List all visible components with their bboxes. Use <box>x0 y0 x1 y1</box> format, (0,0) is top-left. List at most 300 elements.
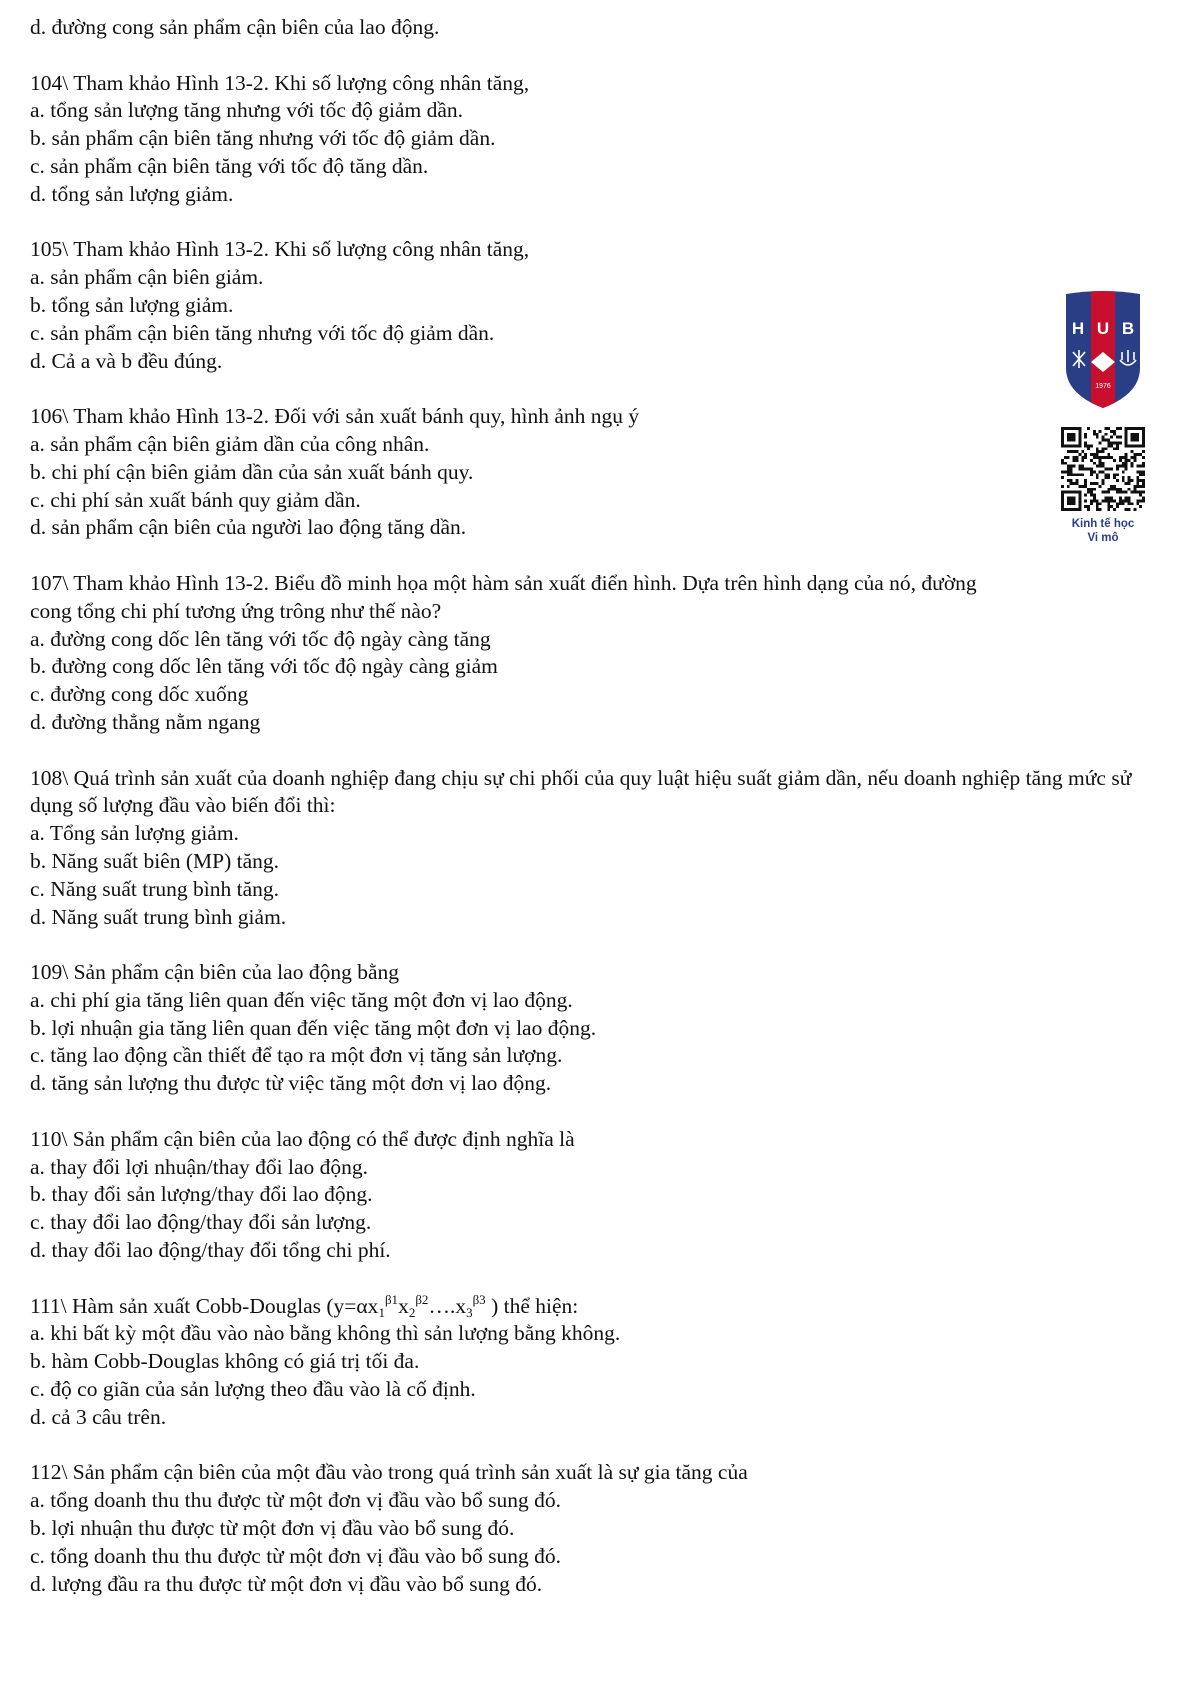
qr-module <box>1119 502 1122 505</box>
qr-module <box>1133 453 1136 456</box>
qr-module <box>1139 491 1142 494</box>
qr-module <box>1139 470 1142 473</box>
qr-module <box>1081 459 1084 462</box>
qr-module <box>1102 436 1105 439</box>
option-d: d. lượng đầu ra thu được từ một đơn vị đầu vào bổ sung đó. <box>30 1571 543 1596</box>
qr-module <box>1096 505 1099 508</box>
qr-module <box>1128 497 1131 500</box>
qr-module <box>1073 482 1076 485</box>
option-d: d. sản phẩm cận biên của người lao động tăng dần. <box>30 515 467 540</box>
qr-module <box>1133 456 1136 459</box>
qr-module <box>1128 479 1131 482</box>
qr-module <box>1090 499 1093 502</box>
intro-line: d. đường cong sản phẩm cận biên của lao động. <box>30 15 440 39</box>
qr-module <box>1142 479 1145 482</box>
qr-module <box>1096 447 1099 450</box>
qr-module <box>1110 441 1113 444</box>
qr-module <box>1078 465 1081 468</box>
qr-module <box>1104 447 1107 450</box>
qr-module <box>1139 499 1142 502</box>
option-c: c. sản phẩm cận biên tăng nhưng với tốc độ giảm dần. <box>30 320 495 345</box>
qr-module <box>1142 497 1145 500</box>
option-c: c. sản phẩm cận biên tăng với tốc độ tăng dần. <box>30 153 429 178</box>
qr-module <box>1084 482 1087 485</box>
qr-module <box>1119 427 1122 430</box>
qr-module <box>1102 439 1105 442</box>
qr-module <box>1096 508 1099 511</box>
option-c: c. độ co giãn của sản lượng theo đầu vào là cố định. <box>30 1377 476 1402</box>
qr-module <box>1107 505 1110 508</box>
qr-module <box>1096 499 1099 502</box>
qr-module <box>1073 450 1076 453</box>
qr-module <box>1131 462 1134 465</box>
option-a: a. chi phí gia tăng liên quan đến việc tăng một đơn vị lao động. <box>30 987 573 1012</box>
q111-sub1: 1 <box>378 1304 385 1320</box>
qr-module <box>1099 430 1102 433</box>
qr-module <box>1131 465 1134 468</box>
qr-module <box>1139 465 1142 468</box>
hub-shield-icon <box>1058 290 1148 412</box>
qr-module <box>1104 456 1107 459</box>
qr-module <box>1067 470 1070 473</box>
qr-module <box>1099 465 1102 468</box>
qr-module <box>1139 485 1142 488</box>
q111-sup1: β1 <box>384 1291 399 1307</box>
qr-module <box>1113 485 1116 488</box>
qr-module <box>1131 491 1134 494</box>
qr-module <box>1064 462 1067 465</box>
qr-module <box>1102 482 1105 485</box>
option-b: b. chi phí cận biên giảm dần của sản xuất bánh quy. <box>30 459 474 484</box>
qr-module <box>1107 502 1110 505</box>
option-a: a. sản phẩm cận biên giảm dần của công nhân. <box>30 431 430 456</box>
qr-module <box>1136 482 1139 485</box>
qr-module <box>1096 482 1099 485</box>
qr-module <box>1067 450 1070 453</box>
qr-module <box>1090 473 1093 476</box>
qr-module <box>1075 482 1078 485</box>
qr-module <box>1128 502 1131 505</box>
option-b: b. Năng suất biên (MP) tăng. <box>30 848 280 873</box>
qr-module <box>1125 508 1128 511</box>
qr-module <box>1128 499 1131 502</box>
qr-module <box>1093 462 1096 465</box>
qr-module <box>1119 491 1122 494</box>
hub-logo <box>1058 290 1148 545</box>
qr-module <box>1107 456 1110 459</box>
question-112 <box>30 1459 1170 1598</box>
qr-module <box>1096 465 1099 468</box>
question-stem: 105\ Tham khảo Hình 13-2. Khi số lượng công nhân tăng, <box>30 237 530 262</box>
qr-module <box>1107 468 1110 471</box>
q111-sub3: 3 <box>466 1304 473 1320</box>
qr-module <box>1093 482 1096 485</box>
qr-module <box>1110 444 1113 447</box>
qr-module <box>1093 499 1096 502</box>
logo-letter-u: U <box>1096 319 1110 338</box>
qr-module <box>1070 465 1073 468</box>
option-a: a. sản phẩm cận biên giảm. <box>30 265 264 290</box>
qr-module <box>1128 488 1131 491</box>
qr-module <box>1142 456 1145 459</box>
qr-module <box>1119 497 1122 500</box>
qr-module <box>1125 482 1128 485</box>
option-c: c. thay đổi lao động/thay đổi sản lượng. <box>30 1210 372 1235</box>
qr-module <box>1084 494 1087 497</box>
qr-module <box>1116 468 1119 471</box>
q111-prefix: 111\ Hàm sản xuất Cobb-Douglas (y=αx <box>30 1293 379 1318</box>
qr-module <box>1093 453 1096 456</box>
logo-letter-h: H <box>1071 319 1085 338</box>
q111-sup2: β2 <box>415 1291 429 1307</box>
qr-module <box>1104 473 1107 476</box>
qr-module <box>1119 465 1122 468</box>
qr-module <box>1078 468 1081 471</box>
question-111 <box>30 1293 1170 1432</box>
qr-module <box>1113 476 1116 479</box>
qr-module <box>1081 456 1084 459</box>
qr-module <box>1113 473 1116 476</box>
qr-module <box>1119 499 1122 502</box>
qr-module <box>1096 453 1099 456</box>
qr-module <box>1070 479 1073 482</box>
qr-module <box>1084 444 1087 447</box>
qr-module <box>1064 456 1067 459</box>
qr-module <box>1113 459 1116 462</box>
qr-module <box>1119 456 1122 459</box>
question-stem: 107\ Tham khảo Hình 13-2. Biểu đồ minh họa một hàm sản xuất điển hình. Dựa trên hình dạng của nó, đường cong tổng chi phí tương ứng trông như thế nào? <box>30 570 977 623</box>
qr-module <box>1125 462 1128 465</box>
qr-module <box>1107 444 1110 447</box>
qr-module <box>1128 508 1131 511</box>
option-b: b. thay đổi sản lượng/thay đổi lao động. <box>30 1182 373 1207</box>
qr-module <box>1102 499 1105 502</box>
qr-module <box>1107 439 1110 442</box>
qr-module <box>1136 499 1139 502</box>
qr-module <box>1090 470 1093 473</box>
qr-module <box>1107 488 1110 491</box>
option-b: b. sản phẩm cận biên tăng nhưng với tốc độ giảm dần. <box>30 126 496 151</box>
qr-module <box>1125 499 1128 502</box>
qr-module <box>1067 497 1076 506</box>
qr-module <box>1116 502 1119 505</box>
qr-module <box>1139 494 1142 497</box>
qr-module <box>1142 499 1145 502</box>
qr-module <box>1067 465 1070 468</box>
qr-module <box>1125 497 1128 500</box>
qr-module <box>1116 465 1119 468</box>
qr-module <box>1128 459 1131 462</box>
qr-module <box>1142 470 1145 473</box>
qr-module <box>1084 479 1087 482</box>
qr-module <box>1133 485 1136 488</box>
qr-module <box>1102 447 1105 450</box>
qr-module <box>1133 459 1136 462</box>
qr-module <box>1061 476 1064 479</box>
qr-module <box>1119 441 1122 444</box>
qr-module <box>1096 450 1099 453</box>
qr-module <box>1107 497 1110 500</box>
qr-module <box>1107 508 1110 511</box>
qr-module <box>1133 491 1136 494</box>
q111-ellipsis: ….x <box>428 1293 467 1318</box>
qr-module <box>1136 476 1139 479</box>
qr-module <box>1122 462 1125 465</box>
qr-module <box>1084 441 1087 444</box>
qr-module <box>1099 450 1102 453</box>
qr-module <box>1125 468 1128 471</box>
qr-module <box>1128 482 1131 485</box>
qr-module <box>1096 433 1099 436</box>
qr-module <box>1073 465 1076 468</box>
qr-module <box>1110 505 1113 508</box>
qr-module <box>1131 456 1134 459</box>
qr-module <box>1110 456 1113 459</box>
q111-x2: x <box>398 1293 409 1318</box>
q111-sub2: 2 <box>408 1304 416 1320</box>
question-105 <box>30 236 1170 375</box>
qr-module <box>1067 485 1070 488</box>
question-stem: 104\ Tham khảo Hình 13-2. Khi số lượng công nhân tăng, <box>30 70 530 95</box>
q111-suffix: ) thể hiện: <box>485 1293 579 1318</box>
qr-module <box>1113 430 1116 433</box>
qr-module <box>1099 470 1102 473</box>
qr-module <box>1142 450 1145 453</box>
question-104 <box>30 70 1170 209</box>
qr-module <box>1093 488 1096 491</box>
qr-module <box>1073 459 1076 462</box>
qr-module <box>1102 456 1105 459</box>
qr-module <box>1087 444 1090 447</box>
qr-module <box>1102 470 1105 473</box>
qr-module <box>1090 444 1093 447</box>
qr-module <box>1122 502 1125 505</box>
qr-module <box>1113 441 1116 444</box>
qr-module <box>1087 488 1090 491</box>
qr-module <box>1110 430 1113 433</box>
qr-module <box>1084 453 1087 456</box>
qr-module <box>1067 456 1070 459</box>
qr-module <box>1093 433 1096 436</box>
logo-caption-line2: Vi mô <box>1087 532 1119 544</box>
qr-module <box>1099 508 1102 511</box>
qr-module <box>1110 436 1113 439</box>
qr-module <box>1104 439 1107 442</box>
document-page <box>30 14 1170 1598</box>
qr-module <box>1078 473 1081 476</box>
question-106 <box>30 403 1170 542</box>
qr-module <box>1075 459 1078 462</box>
qr-module <box>1116 444 1119 447</box>
qr-module <box>1090 488 1093 491</box>
qr-module <box>1104 497 1107 500</box>
question-stem: 112\ Sản phẩm cận biên của một đầu vào trong quá trình sản xuất là sự gia tăng của <box>30 1460 748 1485</box>
qr-module <box>1075 473 1078 476</box>
question-stem: 106\ Tham khảo Hình 13-2. Đối với sản xuất bánh quy, hình ảnh ngụ ý <box>30 404 640 429</box>
question-107 <box>30 570 1170 737</box>
qr-module <box>1084 499 1087 502</box>
question-stem: 110\ Sản phẩm cận biên của lao động có thể được định nghĩa là <box>30 1126 575 1151</box>
qr-module <box>1070 450 1073 453</box>
qr-module <box>1081 450 1084 453</box>
qr-module <box>1107 473 1110 476</box>
qr-module <box>1067 479 1070 482</box>
qr-module <box>1102 462 1105 465</box>
qr-module <box>1096 476 1099 479</box>
qr-module <box>1122 499 1125 502</box>
qr-module <box>1084 436 1087 439</box>
qr-module <box>1081 473 1084 476</box>
qr-module <box>1122 456 1125 459</box>
qr-module <box>1096 473 1099 476</box>
qr-module <box>1125 453 1128 456</box>
qr-module <box>1090 459 1093 462</box>
qr-module <box>1099 456 1102 459</box>
qr-module <box>1070 482 1073 485</box>
question-stem <box>30 1293 1170 1321</box>
qr-module <box>1084 433 1087 436</box>
logo-year: 1976 <box>1095 383 1111 390</box>
qr-module <box>1067 468 1070 471</box>
qr-module <box>1084 468 1087 471</box>
question-110 <box>30 1126 1170 1265</box>
qr-module <box>1067 433 1076 442</box>
qr-module <box>1116 488 1119 491</box>
qr-module <box>1113 488 1116 491</box>
qr-module <box>1116 436 1119 439</box>
question-stem: 108\ Quá trình sản xuất của doanh nghiệp đang chịu sự chi phối của quy luật hiệu suất giảm dần, nếu doanh nghiệp tăng mức sử dụng số lượng đầu vào biến đổi thì: <box>30 765 1132 818</box>
option-c: c. chi phí sản xuất bánh quy giảm dần. <box>30 487 361 512</box>
qr-module <box>1139 479 1142 482</box>
qr-module <box>1087 447 1090 450</box>
qr-module <box>1090 453 1093 456</box>
qr-module <box>1125 465 1128 468</box>
option-c: c. Năng suất trung bình tăng. <box>30 876 279 901</box>
qr-module <box>1142 473 1145 476</box>
qr-module <box>1093 430 1096 433</box>
qr-module <box>1099 459 1102 462</box>
option-c: c. tổng doanh thu thu được từ một đơn vị đầu vào bổ sung đó. <box>30 1543 561 1568</box>
q111-sup3: β3 <box>472 1291 486 1307</box>
qr-module <box>1081 485 1084 488</box>
qr-module <box>1122 476 1125 479</box>
qr-module <box>1131 479 1134 482</box>
option-b: b. lợi nhuận thu được từ một đơn vị đầu vào bổ sung đó. <box>30 1516 515 1541</box>
qr-module <box>1136 453 1139 456</box>
qr-module <box>1116 473 1119 476</box>
qr-module <box>1073 473 1076 476</box>
qr-module <box>1107 441 1110 444</box>
qr-module <box>1110 488 1113 491</box>
logo-letter-b: B <box>1121 319 1135 338</box>
qr-module <box>1090 491 1093 494</box>
qr-module <box>1139 505 1142 508</box>
qr-module <box>1061 462 1064 465</box>
qr-module <box>1136 491 1139 494</box>
qr-module <box>1099 441 1102 444</box>
qr-module <box>1142 485 1145 488</box>
qr-module <box>1116 491 1119 494</box>
option-d: d. cả 3 câu trên. <box>30 1404 167 1429</box>
qr-module <box>1093 470 1096 473</box>
qr-module <box>1125 459 1128 462</box>
qr-module <box>1116 441 1119 444</box>
option-d: d. đường thẳng nằm ngang <box>30 709 261 734</box>
option-b: b. tổng sản lượng giảm. <box>30 292 234 317</box>
question-109 <box>30 959 1170 1098</box>
option-a: a. khi bất kỳ một đầu vào nào bằng không thì sản lượng bằng không. <box>30 1321 621 1346</box>
qr-module <box>1061 459 1064 462</box>
qr-module <box>1119 459 1122 462</box>
qr-module <box>1122 465 1125 468</box>
qr-module <box>1102 450 1105 453</box>
question-stem: 109\ Sản phẩm cận biên của lao động bằng <box>30 960 399 985</box>
qr-module <box>1116 447 1119 450</box>
option-c: c. tăng lao động cần thiết để tạo ra một đơn vị tăng sản lượng. <box>30 1043 563 1068</box>
option-a: a. thay đổi lợi nhuận/thay đổi lao động. <box>30 1154 368 1179</box>
qr-module <box>1090 468 1093 471</box>
option-d: d. Cả a và b đều đúng. <box>30 348 223 373</box>
option-a: a. Tổng sản lượng giảm. <box>30 821 239 846</box>
qr-module <box>1110 497 1113 500</box>
qr-module <box>1078 453 1081 456</box>
qr-module <box>1131 502 1134 505</box>
qr-module <box>1136 470 1139 473</box>
logo-caption-line1: Kinh tế học <box>1071 518 1135 530</box>
qr-module <box>1107 453 1110 456</box>
qr-module <box>1099 502 1102 505</box>
option-c: c. đường cong dốc xuống <box>30 682 249 707</box>
qr-module <box>1142 482 1145 485</box>
qr-module <box>1107 499 1110 502</box>
qr-code-icon <box>1061 427 1145 511</box>
qr-module <box>1133 488 1136 491</box>
qr-module <box>1081 465 1084 468</box>
qr-module <box>1136 465 1139 468</box>
qr-module <box>1110 499 1113 502</box>
shield-red-band <box>1091 290 1115 412</box>
qr-module <box>1087 427 1090 430</box>
qr-module <box>1104 433 1107 436</box>
option-d: d. tổng sản lượng giảm. <box>30 181 234 206</box>
qr-module <box>1093 494 1096 497</box>
qr-module <box>1104 491 1107 494</box>
qr-module <box>1122 470 1125 473</box>
qr-module <box>1102 479 1105 482</box>
qr-module <box>1119 436 1122 439</box>
qr-module <box>1067 473 1070 476</box>
option-a: a. tổng doanh thu thu được từ một đơn vị đầu vào bổ sung đó. <box>30 1488 561 1513</box>
qr-module <box>1084 456 1087 459</box>
option-b: b. lợi nhuận gia tăng liên quan đến việc tăng một đơn vị lao động. <box>30 1015 597 1040</box>
qr-module <box>1087 468 1090 471</box>
qr-module <box>1107 491 1110 494</box>
option-a: a. tổng sản lượng tăng nhưng với tốc độ giảm dần. <box>30 98 463 123</box>
qr-module <box>1073 456 1076 459</box>
qr-module <box>1084 505 1087 508</box>
qr-module <box>1113 508 1116 511</box>
qr-module <box>1075 479 1078 482</box>
qr-module <box>1093 456 1096 459</box>
qr-module <box>1104 476 1107 479</box>
qr-module <box>1093 497 1096 500</box>
qr-module <box>1104 468 1107 471</box>
qr-module <box>1078 485 1081 488</box>
qr-module <box>1087 508 1090 511</box>
qr-module <box>1131 433 1140 442</box>
qr-module <box>1131 450 1134 453</box>
qr-module <box>1113 433 1116 436</box>
